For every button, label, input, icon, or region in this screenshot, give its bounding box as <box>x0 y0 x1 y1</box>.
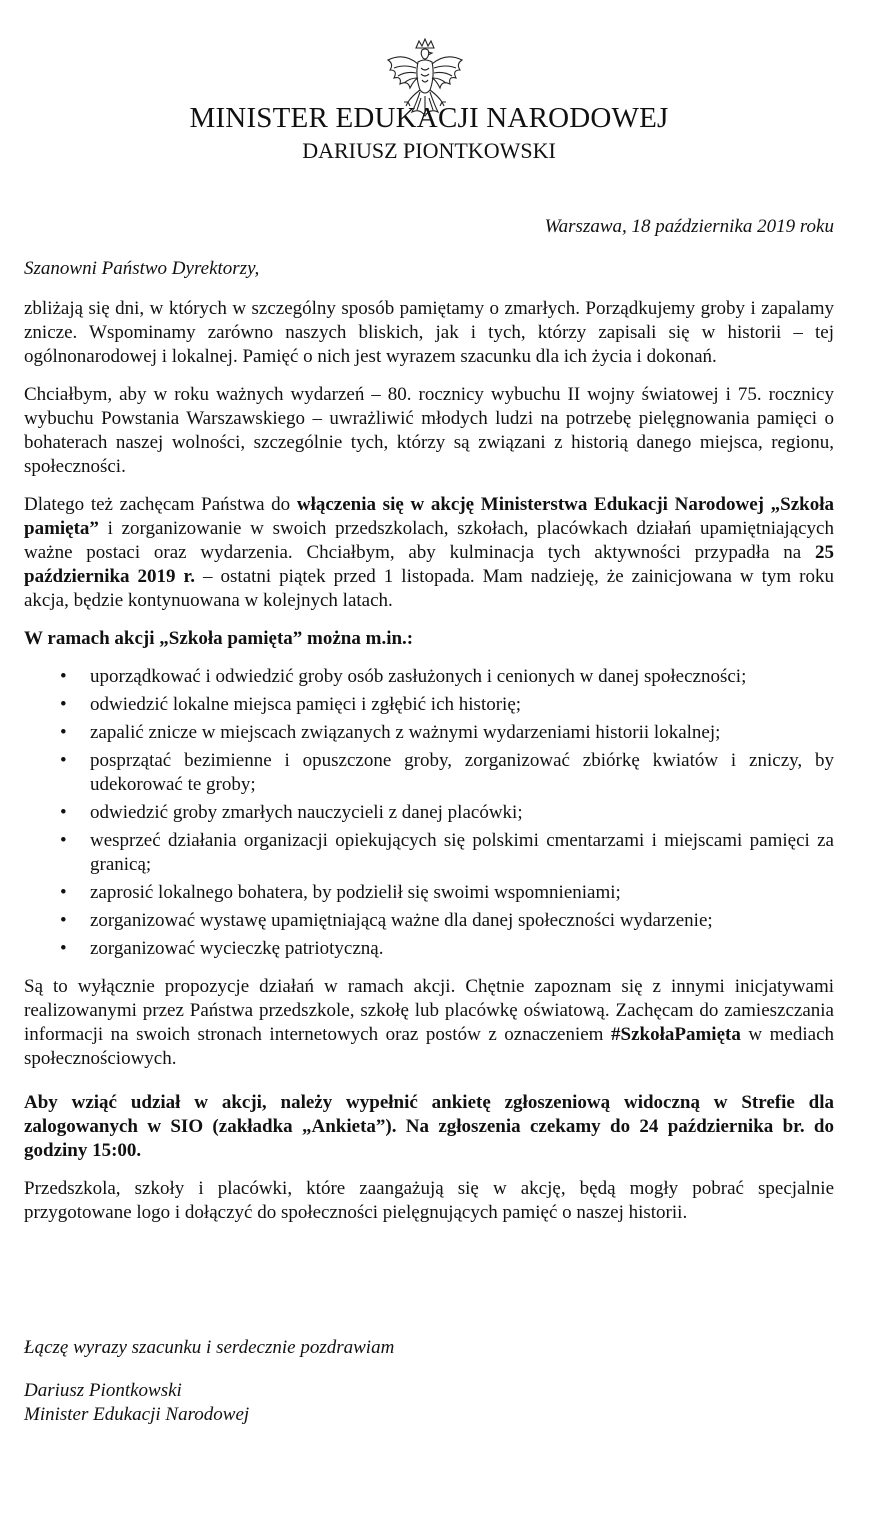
bullet-icon: • <box>60 882 67 903</box>
paragraph-3 <box>24 493 834 613</box>
bullet-icon: • <box>60 722 67 743</box>
bullet-icon: • <box>60 910 67 931</box>
paragraph-1: zbliżają się dni, w których w szczególny sposób pamiętamy o zmarłych. Porządkujemy groby i zapalamy znicze. Wspominamy zarówno naszych bliskich, jak i tych, którzy zapisali się w historii – tej ogólnonarodowej i lokalnej. Pamięć o nich jest wyrazem szacunku dla ich życia i dokonań. <box>24 298 834 367</box>
letter-body <box>24 297 834 1239</box>
letter-greeting: Szanowni Państwo Dyrektorzy, <box>24 258 260 279</box>
list-item: • wesprzeć działania organizacji opiekujących się polskimi cmentarzami i miejscami pamięci za granicą; <box>60 830 834 875</box>
letterhead-subtitle: DARIUSZ PIONTKOWSKI <box>302 138 556 163</box>
bullet-icon: • <box>60 802 67 823</box>
participation-instructions: Aby wziąć udział w akcji, należy wypełnić ankietę zgłoszeniową widoczną w Strefie dla zalogowanych w SIO (zakładka „Ankieta”). Na zgłoszenia czekamy do 24 października br. do godziny 15:00. <box>24 1092 834 1161</box>
paragraph-3-text: Dlatego też zachęcam Państwa do <box>24 494 297 515</box>
paragraph-3-text: i zorganizowanie w swoich przedszkolach, szkołach, placówkach działań upamiętniających ważne postaci oraz wydarzenia. Chciałbym, aby kulminacja tych aktywności przypadła na <box>24 518 834 563</box>
signature-name: Dariusz Piontkowski <box>24 1380 182 1401</box>
bullet-icon: • <box>60 694 67 715</box>
paragraph-2: Chciałbym, aby w roku ważnych wydarzeń – 80. rocznicy wybuchu II wojny światowej i 75. rocznicy wybuchu Powstania Warszawskiego – uwrażliwić młodych ludzi na potrzebę pielęgnowania pamięci o bohaterach naszej wolności, szczególnie tych, którzy są związani z historią danego miejsca, regionu, społeczności. <box>24 384 834 477</box>
closing-line: Łączę wyrazy szacunku i serdecznie pozdrawiam <box>24 1337 395 1358</box>
culmination-date-emphasis: 25 października 2019 r. <box>24 542 834 587</box>
letterhead-title: MINISTER EDUKACJI NARODOWEJ <box>189 102 669 134</box>
list-item: • zapalić znicze w miejscach związanych z ważnymi wydarzeniami historii lokalnej; <box>60 722 721 743</box>
paragraph-3-text: – ostatni piątek przed 1 listopada. Mam nadzieję, że zainicjowana w tym roku akcja, będzie kontynuowana w kolejnych latach. <box>24 566 835 611</box>
letter-date: Warszawa, 18 października 2019 roku <box>544 216 834 237</box>
activity-list <box>24 665 834 961</box>
list-item: • odwiedzić groby zmarłych nauczycieli z danej placówki; <box>60 802 523 823</box>
hashtag-emphasis: #SzkołaPamięta <box>611 1024 741 1045</box>
list-item: • zorganizować wystawę upamiętniającą ważne dla danej społeczności wydarzenie; <box>60 910 713 931</box>
list-item: • zaprosić lokalnego bohatera, by podzielił się swoimi wspomnieniami; <box>60 882 621 903</box>
bullet-icon: • <box>60 666 67 687</box>
paragraph-4: Są to wyłącznie propozycje działań w ramach akcji. Chętnie zapoznam się z innymi inicjatywami realizowanymi przez Państwa przedszkole, szkołę lub placówkę oświatową. Zachęcam do zamieszczania informacji na swoich stronach internetowych oraz postów z oznaczeniem #SzkołaPamięta w mediach społecznościowych. <box>24 976 835 1069</box>
list-item: • zorganizować wycieczkę patriotyczną. <box>60 938 384 959</box>
bullet-icon: • <box>60 938 67 959</box>
paragraph-6: Przedszkola, szkoły i placówki, które zaangażują się w akcję, będą mogły pobrać specjalnie przygotowane logo i dołączyć do społeczności pielęgnujących pamięć o naszej historii. <box>24 1178 834 1223</box>
signature-role: Minister Edukacji Narodowej <box>24 1404 250 1425</box>
list-item: • odwiedzić lokalne miejsca pamięci i zgłębić ich historię; <box>60 694 522 715</box>
bullet-icon: • <box>60 830 67 851</box>
list-item: • uporządkować i odwiedzić groby osób zasłużonych i cenionych w danej społeczności; <box>60 666 747 687</box>
list-item: • posprzątać bezimienne i opuszczone groby, zorganizować zbiórkę kwiatów i zniczy, by udekorować te groby; <box>60 750 834 795</box>
list-heading: W ramach akcji „Szkoła pamięta” można m.in.: <box>24 628 414 649</box>
bullet-icon: • <box>60 750 67 771</box>
campaign-name-emphasis: włączenia się w akcję Ministerstwa Edukacji Narodowej „Szkoła pamięta” <box>24 494 834 539</box>
